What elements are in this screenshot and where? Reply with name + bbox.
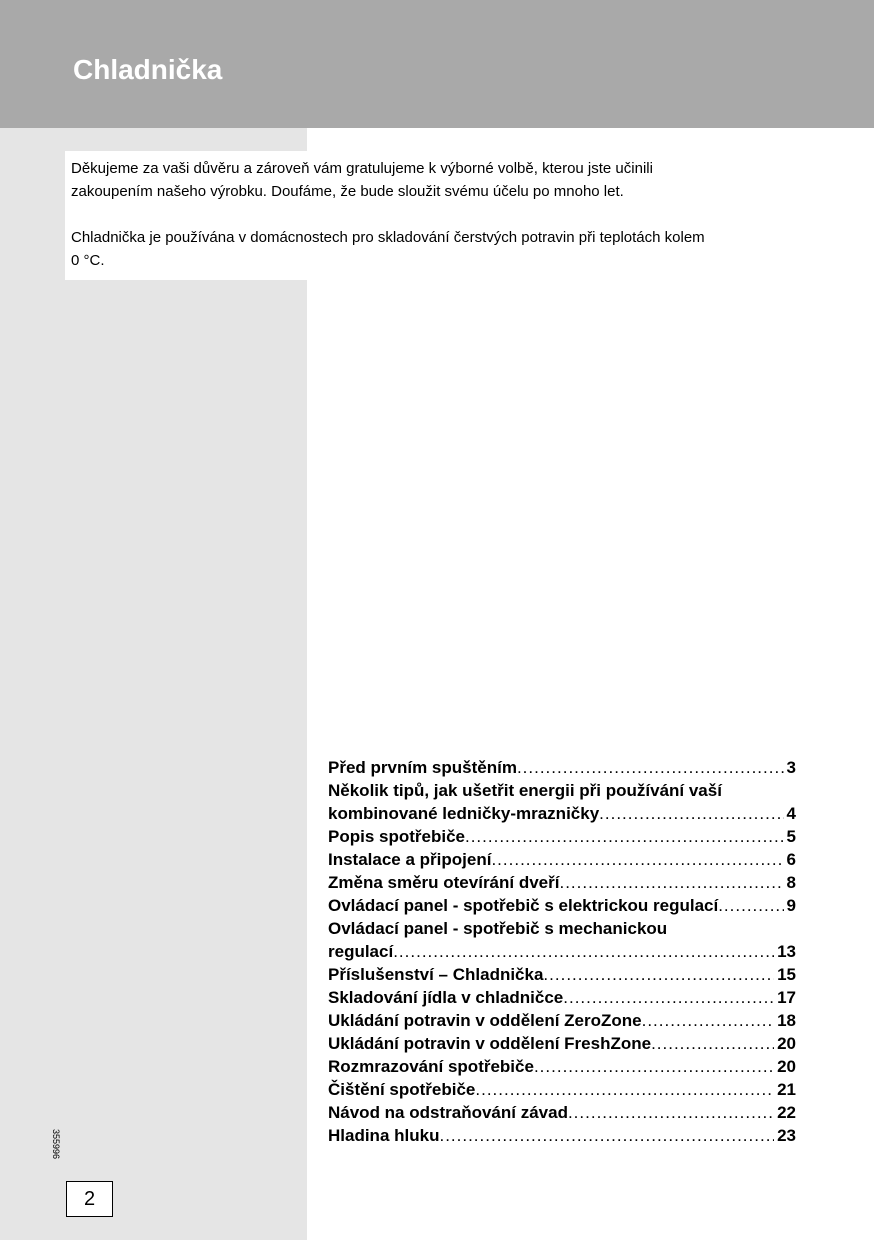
toc-entry-title: kombinované ledničky-mrazničky [328,804,600,823]
toc-leader-dots [465,825,784,848]
toc-entry[interactable] [328,940,796,963]
toc-entry-title: Ovládací panel - spotřebič s elektrickou regulací [328,896,719,915]
intro-p2-line2: 0 °C. [71,252,105,269]
toc-entry-page: 23 [777,1126,796,1145]
toc-entry[interactable] [328,825,796,848]
toc-entry-title: Návod na odstraňování závad [328,1103,568,1122]
toc-leader-dots [718,894,783,917]
toc-entry-page: 17 [777,988,796,1007]
toc-entry-title: Příslušenství – Chladnička [328,965,544,984]
toc-leader-dots [543,963,774,986]
toc-leader-dots [475,1078,774,1101]
toc-entry-continued-line[interactable] [328,917,796,940]
toc-entry-page: 22 [777,1103,796,1122]
toc-entry-page: 15 [777,965,796,984]
toc-entry[interactable] [328,871,796,894]
toc-entry-title: Ukládání potravin v oddělení ZeroZone [328,1011,642,1030]
toc-entry[interactable] [328,1009,796,1032]
toc-entry-title: Popis spotřebiče [328,827,465,846]
toc-leader-dots [568,1101,774,1124]
toc-entry-page: 21 [777,1080,796,1099]
toc-entry[interactable] [328,802,796,825]
toc-leader-dots [559,871,783,894]
toc-leader-dots [517,756,784,779]
toc-leader-dots [491,848,783,871]
page-header [0,0,874,128]
page-number: 2 [66,1181,113,1217]
toc-entry-page: 3 [786,758,796,777]
toc-entry-page: 8 [786,873,796,892]
toc-entry[interactable] [328,1055,796,1078]
toc-entry-title: Hladina hluku [328,1126,440,1145]
document-code-text: 355996 [51,1128,62,1160]
toc-entry-page: 20 [777,1034,796,1053]
toc-entry[interactable] [328,986,796,1009]
intro-p1-line1: Děkujeme za vaši důvěru a zároveň vám gratulujeme k výborné volbě, kterou jste učinili [71,160,653,177]
toc-entry[interactable] [328,1078,796,1101]
toc-entry-page: 4 [786,804,796,823]
toc-entry-page: 6 [786,850,796,869]
table-of-contents [328,756,796,1147]
toc-entry-title: Instalace a připojení [328,850,492,869]
page-title: Chladnička [73,54,223,85]
toc-entry-title: Před prvním spuštěním [328,758,517,777]
toc-entry[interactable] [328,1124,796,1147]
toc-entry-page: 18 [777,1011,796,1030]
toc-entry-continued-line[interactable] [328,779,796,802]
toc-entry-title: regulací [328,942,394,961]
toc-entry-title: Skladování jídla v chladničce [328,988,564,1007]
toc-entry-title: Rozmrazování spotřebiče [328,1057,534,1076]
toc-entry[interactable] [328,1101,796,1124]
intro-paragraph-1 [65,157,787,203]
toc-leader-dots [563,986,774,1009]
toc-leader-dots [393,940,774,963]
toc-entry-page: 13 [777,942,796,961]
toc-entry-page: 9 [786,896,796,915]
toc-entry-title: Změna směru otevírání dveří [328,873,560,892]
toc-entry-title-line1: Několik tipů, jak ušetřit energii při používání vaší [328,781,722,800]
toc-entry-title: Ukládání potravin v oddělení FreshZone [328,1034,652,1053]
left-sidebar-panel [0,128,307,1240]
toc-entry[interactable] [328,756,796,779]
intro-paragraph-2 [65,226,787,272]
toc-entry[interactable] [328,894,796,917]
toc-entry[interactable] [328,963,796,986]
toc-entry[interactable] [328,848,796,871]
toc-entry-title: Čištění spotřebiče [328,1080,476,1099]
toc-entry-title-line1: Ovládací panel - spotřebič s mechanickou [328,919,668,938]
document-code [46,1127,66,1161]
toc-leader-dots [439,1124,774,1147]
toc-entry-page: 20 [777,1057,796,1076]
toc-leader-dots [534,1055,774,1078]
intro-p1-line2: zakoupením našeho výrobku. Doufáme, že bude sloužit svému účelu po mnoho let. [71,183,624,200]
toc-entry[interactable] [328,1032,796,1055]
toc-leader-dots [651,1032,774,1055]
intro-p2-line1: Chladnička je používána v domácnostech pro skladování čerstvých potravin při teplotách kolem [71,229,705,246]
toc-leader-dots [599,802,783,825]
toc-leader-dots [642,1009,774,1032]
intro-text-box [65,151,787,280]
toc-entry-page: 5 [786,827,796,846]
